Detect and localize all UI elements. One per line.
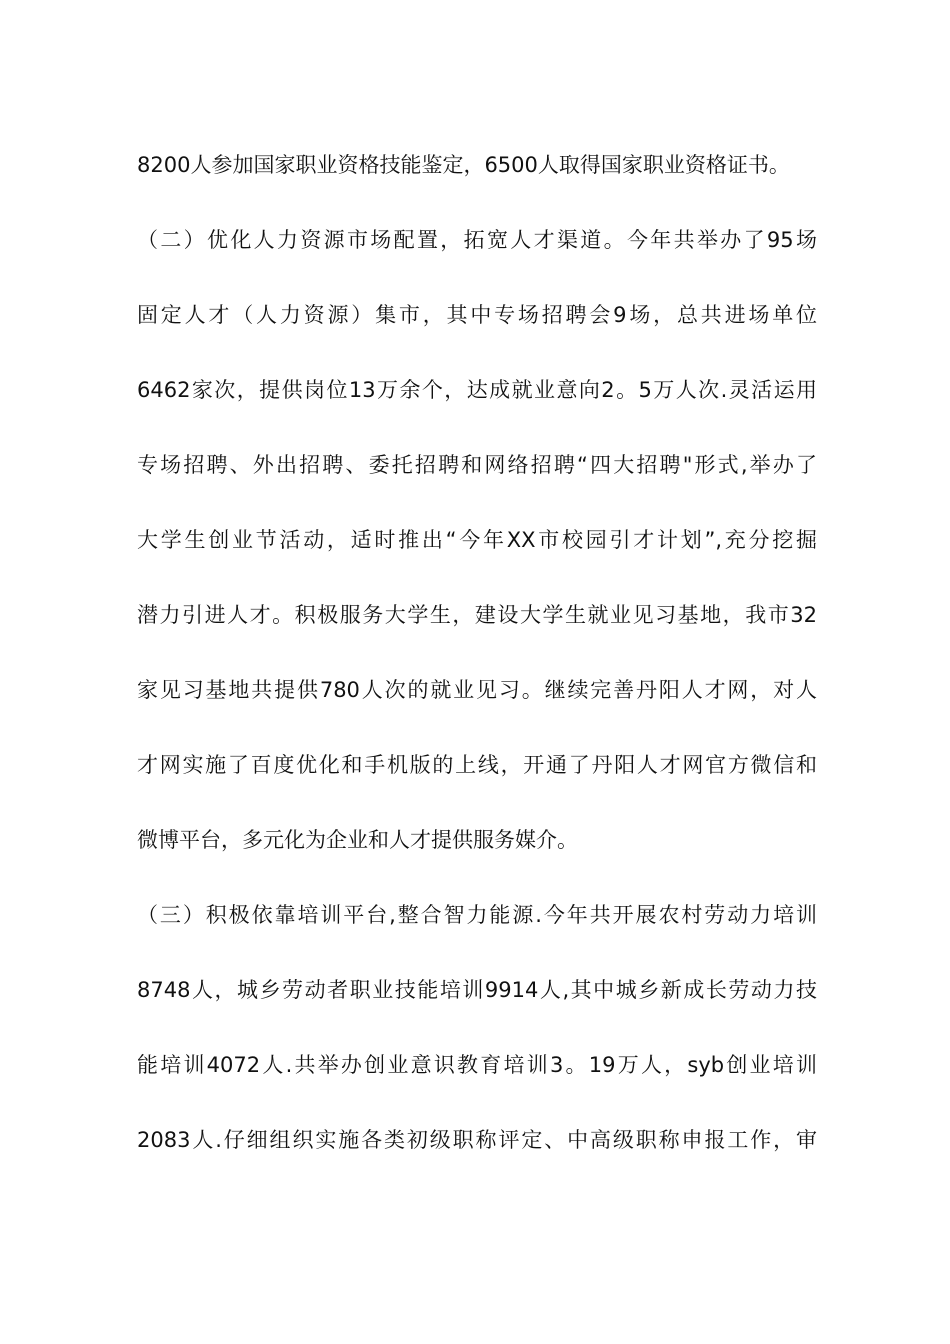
text-line: 家见习基地共提供780人次的就业见习。继续完善丹阳人才网，对人 [137,678,817,702]
text-line: 2083人.仔细组织实施各类初级职称评定、中高级职称申报工作，审 [137,1128,817,1152]
text-line: 微博平台，多元化为企业和人才提供服务媒介。 [137,828,578,852]
text-line: （三）积极依靠培训平台,整合智力能源.今年共开展农村劳动力培训 [137,903,817,927]
text-line: 能培训4072人.共举办创业意识教育培训3。19万人，syb创业培训 [137,1053,817,1077]
text-line: 大学生创业节活动，适时推出“今年XX市校园引才计划”,充分挖掘 [137,528,817,552]
text-line: 专场招聘、外出招聘、委托招聘和网络招聘“四大招聘"形式,举办了 [137,453,817,477]
text-line: 潜力引进人才。积极服务大学生，建设大学生就业见习基地，我市32 [137,603,817,627]
text-line: 固定人才（人力资源）集市，其中专场招聘会9场，总共进场单位 [137,303,817,327]
text-line: （二）优化人力资源市场配置，拓宽人才渠道。今年共举办了95场 [137,228,817,252]
text-line: 8748人，城乡劳动者职业技能培训9914人,其中城乡新成长劳动力技 [137,978,817,1002]
text-line: 才网实施了百度优化和手机版的上线，开通了丹阳人才网官方微信和 [137,753,817,777]
text-line: 8200人参加国家职业资格技能鉴定，6500人取得国家职业资格证书。 [137,153,790,177]
text-line: 6462家次，提供岗位13万余个，达成就业意向2。5万人次.灵活运用 [137,378,817,402]
